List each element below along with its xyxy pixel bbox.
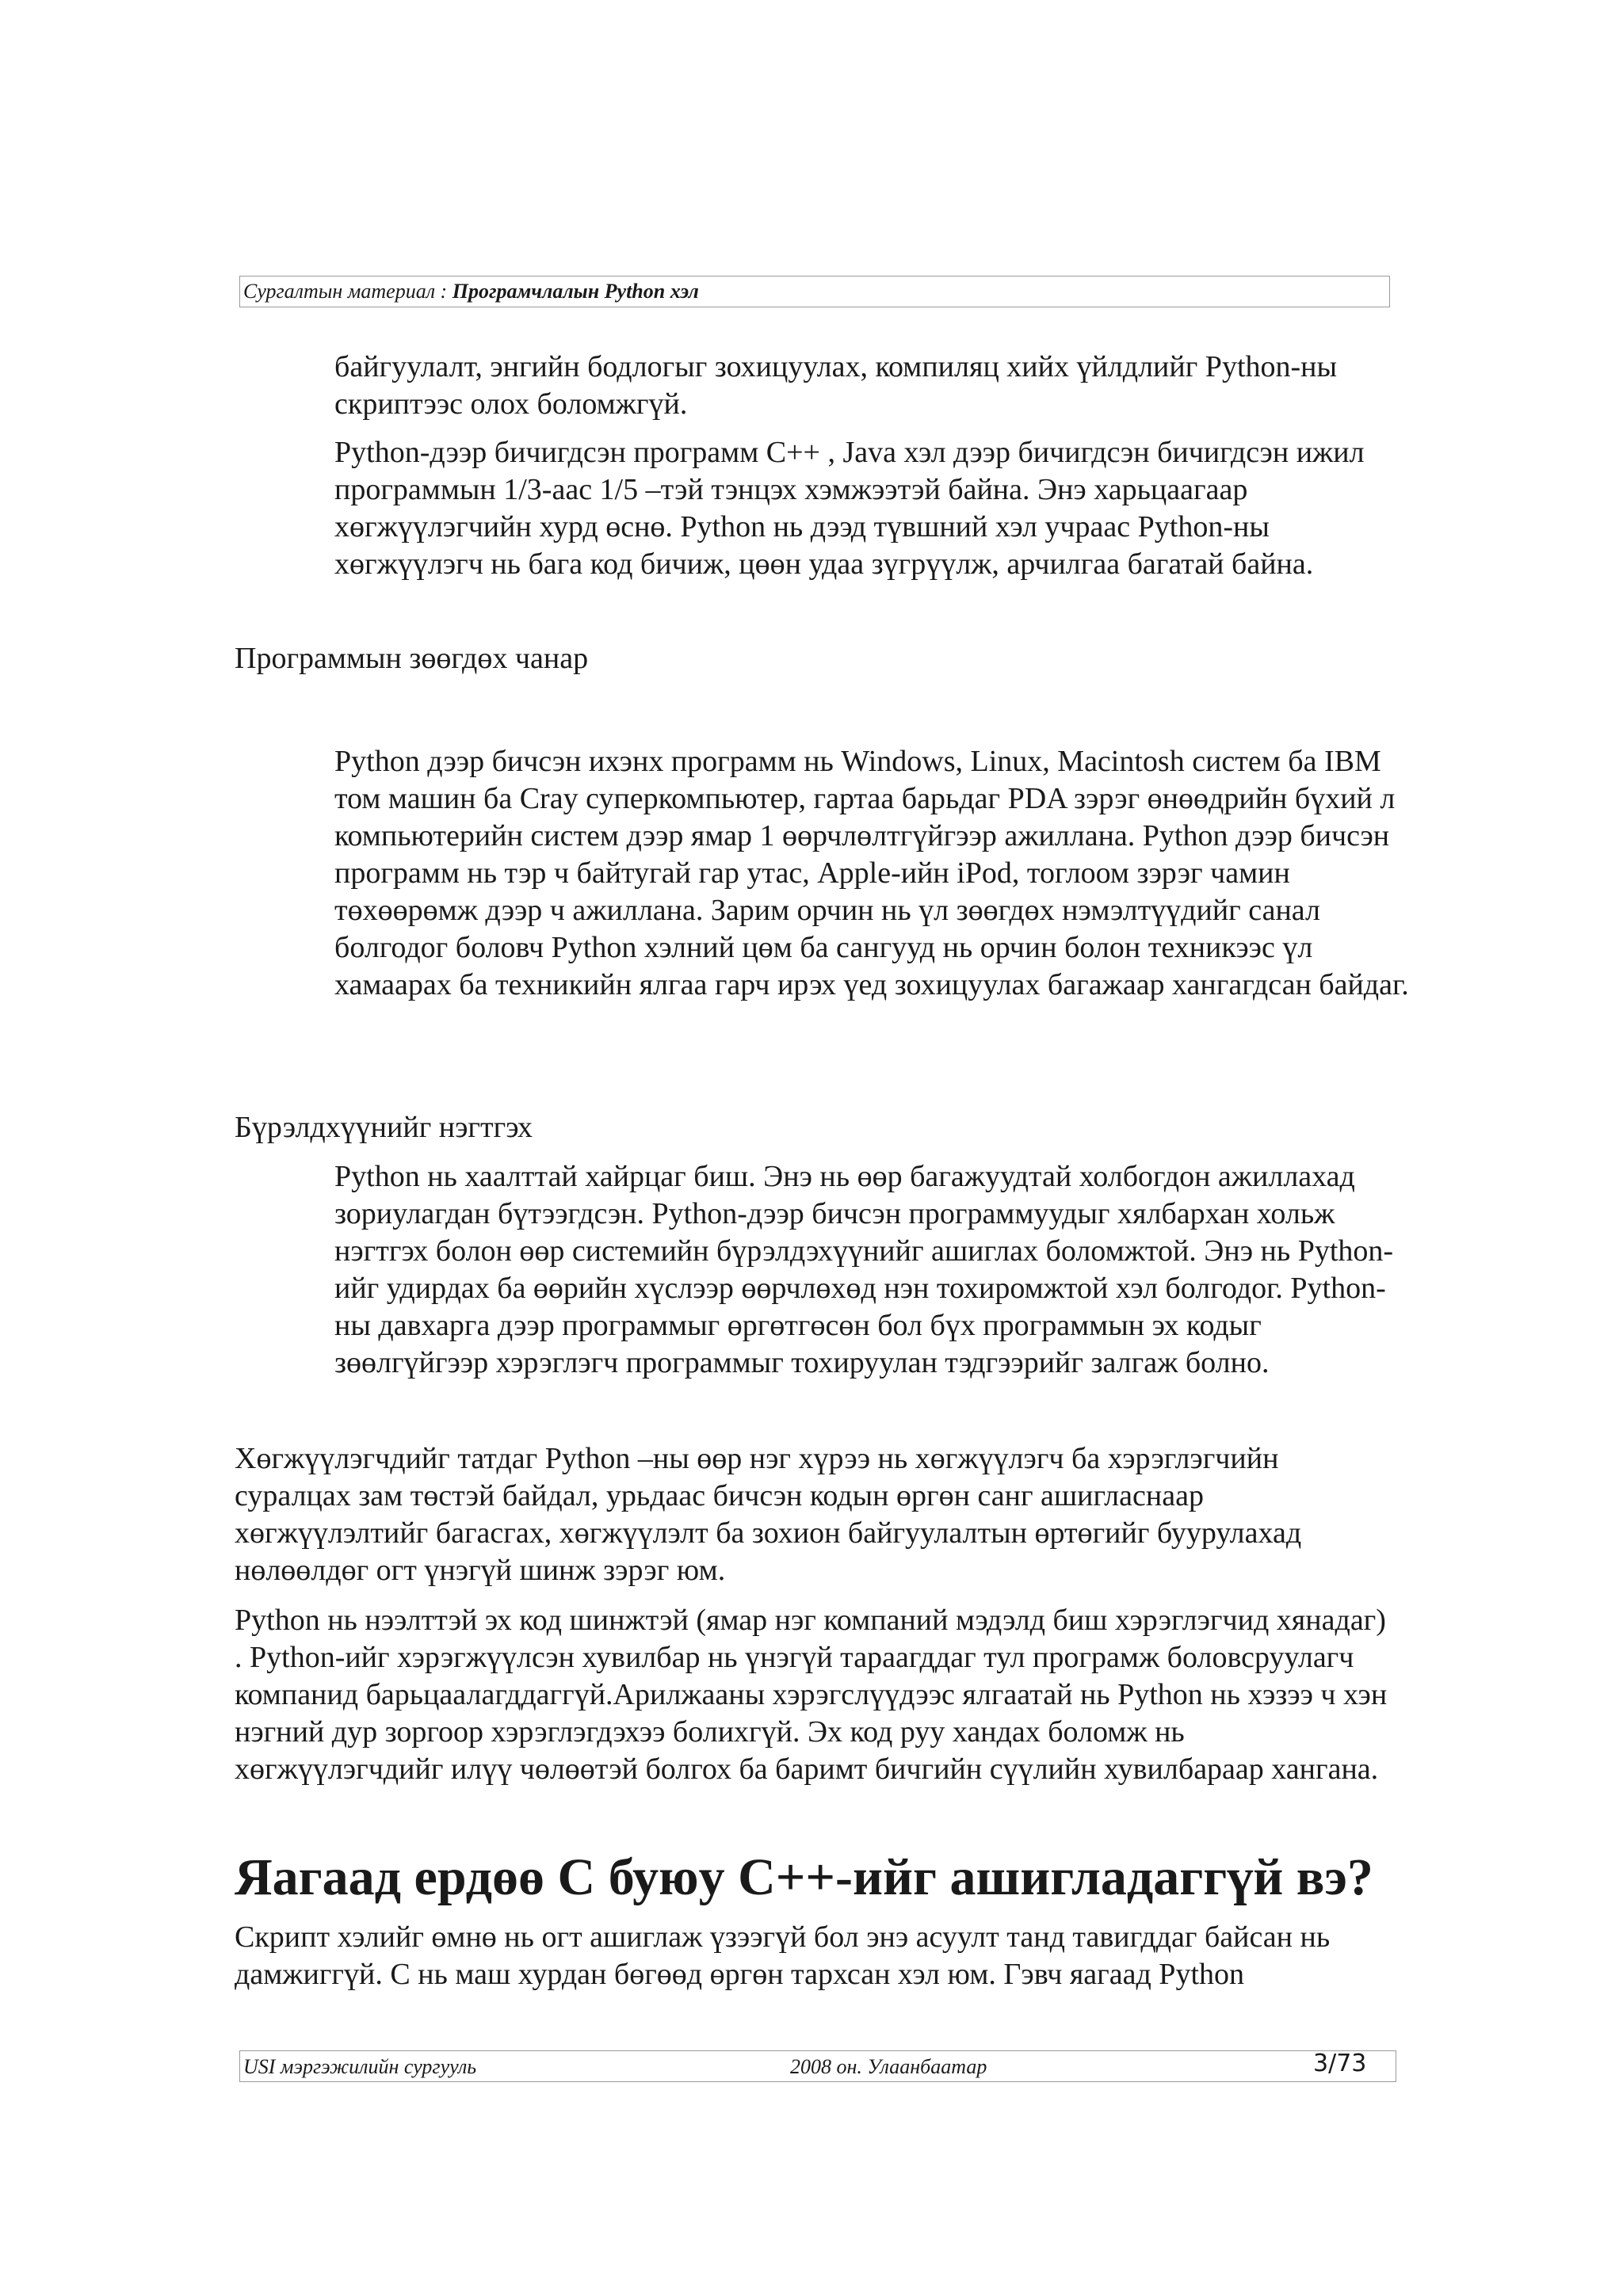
paragraph-7: Скрипт хэлийг өмнө нь огт ашиглаж үзээгүй бол энэ асуулт танд тавигддаг байсан нь дамжиггүй. C нь маш хурдан бөгөөд өргөн тархсан хэл юм. Гэвч яагаад Python	[235, 1920, 1331, 1991]
paragraph-4: Python нь хаалттай хайрцаг биш. Энэ нь өөр багажуудтай холбогдон ажиллахад зориулагдан бүтээгдсэн. Python-дээр бичсэн программуудыг хялбархан хольж нэгтгэх болон өөр системийн бүрэлдэхүүнийг ашиглах боломжтой. Энэ нь Python-ийг удирдах ба өөрийн хүслээр өөрчлөхөд нэн тохиромжтой хэл болгодог. Python-ны давхарга дээр программыг өргөтгөсөн бол бүх программын эх кодыг зөөлгүйгээр хэрэглэгч программыг тохируулан тэдгээрийг залгаж болно.	[334, 1160, 1394, 1379]
footer-place: 2008 он. Улаанбаатар	[790, 2055, 987, 2078]
paragraph-5: Хөгжүүлэгчдийг татдаг Python –ны өөр нэг хүрээ нь хөгжүүлэгч ба хэрэглэгчийн суралцах зам төстэй байдал, урьдаас бичсэн кодын өргөн санг ашигласнаар хөгжүүлэлтийг багасгах, хөгжүүлэлт ба зохион байгуулалтын өртөгийг буурулахад нөлөөлдөг огт үнэгүй шинж зэрэг юм.	[235, 1442, 1302, 1587]
page-header	[239, 276, 1390, 307]
footer-school: USI мэргэжилийн сургууль	[243, 2055, 477, 2078]
subheading-portability: Программын зөөгдөх чанар	[235, 642, 589, 675]
header-prefix: Сургалтын материал :	[243, 280, 453, 303]
subheading-integration: Бүрэлдхүүнийг нэгтгэх	[235, 1111, 533, 1144]
paragraph-6: Python нь нээлттэй эх код шинжтэй (ямар нэг компаний мэдэлд биш хэрэглэгчид хянадаг) . Python-ийг хэрэгжүүлсэн хувилбар нь үнэгүй тараагддаг тул програмж боловсруулагч компанид барьцаалагддаггүй.Арилжааны хэрэгслүүдээс ялгаатай нь Python нь хэзээ ч хэн нэгний дур зоргоор хэрэглэгдэхээ болихгүй. Эх код руу хандах боломж нь хөгжүүлэгчдийг илүү чөлөөтэй болгох ба баримт бичгийн сүүлийн хувилбараар хангана.	[235, 1604, 1388, 1786]
paragraph-2: Python-дээр бичигдсэн программ C++ , Java хэл дээр бичигдсэн бичигдсэн ижил программын 1/3-аас 1/5 –тэй тэнцэх хэмжээтэй байна. Энэ харьцаагаар хөгжүүлэгчийн хурд өснө. Python нь дээд түвшний хэл учраас Python-ны хөгжүүлэгч нь бага код бичиж, цөөн удаа зүгрүүлж, арчилгаа багатай байна.	[334, 436, 1365, 581]
page-number: 3/73	[1313, 2050, 1367, 2077]
page-footer	[239, 2050, 1396, 2082]
paragraph-3: Python дээр бичсэн ихэнх программ нь Windows, Linux, Macintosh систем ба IBM том машин ба Cray суперкомпьютер, гартаа барьдаг PDA зэрэг өнөөдрийн бүхий л компьютерийн систем дээр ямар 1 өөрчлөлтгүйгээр ажиллана. Python дээр бичсэн программ нь тэр ч байтугай гар утас, Apple-ийн iPod, тоглоом зэрэг чамин төхөөрөмж дээр ч ажиллана. Зарим орчин нь үл зөөгдөх нэмэлтүүдийг санал болгодог боловч Python хэлний цөм ба сангууд нь орчин болон техникээс үл хамаарах ба техникийн ялгаа гарч ирэх үед зохицуулах багажаар хангагдсан байдаг.	[334, 745, 1409, 1001]
header-title: Програмчлалын Python хэл	[452, 280, 699, 303]
section-heading: Яагаад ердөө C буюу C++-ийг ашигладаггүй вэ?	[235, 1848, 1373, 1906]
paragraph-1: байгуулалт, энгийн бодлогыг зохицуулах, компиляц хийх үйлдлийг Python-ны скриптээс олох боломжгүй.	[334, 350, 1338, 421]
